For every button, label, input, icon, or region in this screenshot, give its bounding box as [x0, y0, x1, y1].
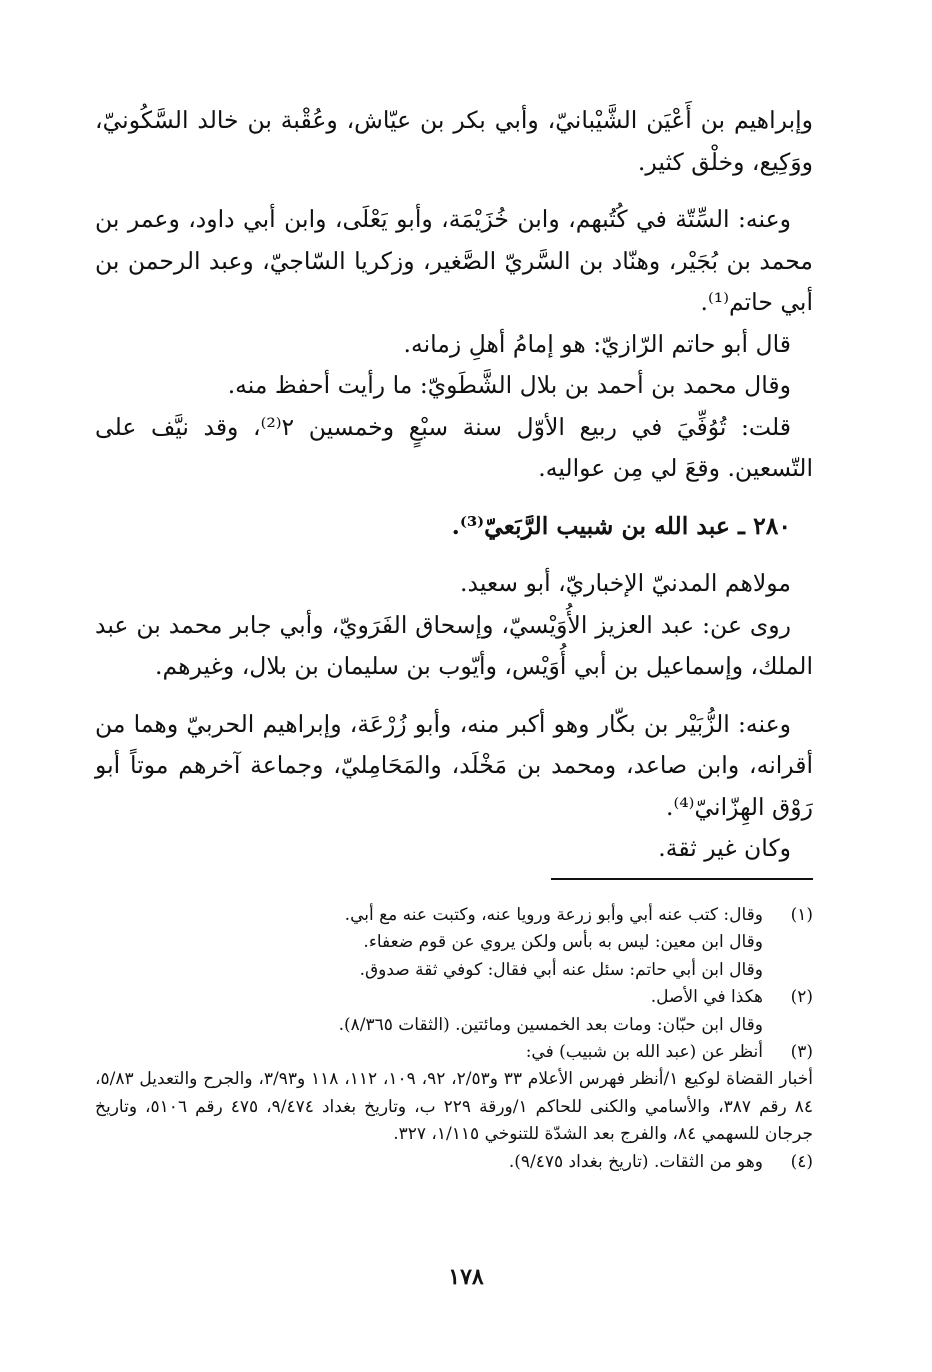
- paragraph-8: وعنه: الزُّبَيْر بن بكّار وهو أكبر منه، وأبو زُرْعَة، وإبراهيم الحربيّ وهما من أقرانه، وابن صاعد، ومحمد بن مَخْلَد، والمَحَامِليّ، وجماعة آخرهم موتاً أبو رَوْق الهِزّانيّ⁽⁴⁾.: [95, 709, 813, 821]
- footnote-line: وقال ابن معين: ليس به بأس ولكن يروي عن قوم ضعفاء.: [363, 932, 763, 953]
- paragraph-4: وقال محمد بن أحمد بن بلال الشَّطَويّ: ما رأيت أحفظ منه.: [227, 371, 791, 399]
- footnote-line: وهو من الثقات. (تاريخ بغداد ٩/٤٧٥).: [508, 1151, 763, 1172]
- paragraph-5: قلت: تُوُفِّيَ في ربيع الأوّل سنة سبْعٍ وخمسين ٢⁽²⁾، وقد نيَّف على التّسعين. وقعَ لي مِن عواليه.: [95, 412, 813, 482]
- footnote-number: (١): [790, 905, 813, 925]
- main-text: [95, 100, 813, 870]
- footnote-line: وقال ابن أبي حاتم: سئل عنه أبي فقال: كوفي ثقة صدوق.: [359, 959, 763, 980]
- page-number: ١٧٨: [448, 1264, 484, 1290]
- footnotes: [95, 902, 813, 1176]
- footnote-2: [95, 984, 813, 1039]
- paragraph-6: مولاهم المدنيّ الإخباريّ، أبو سعيد.: [460, 569, 791, 597]
- footnote-body: [95, 984, 763, 1039]
- footnote-body: [95, 1149, 763, 1176]
- footnote-4: [95, 1149, 813, 1176]
- entry-title: ٢٨٠ ـ عبد الله بن شبيب الرَّبَعيّ⁽³⁾.: [451, 511, 791, 540]
- footnote-number: (٢): [790, 987, 813, 1008]
- footnote-number: (٣): [790, 1042, 813, 1063]
- footnote-line: وقال ابن حبّان: ومات بعد الخمسين ومائتين. (الثقات ٨/٣٦٥).: [338, 1014, 763, 1035]
- footnote-line: هكذا في الأصل.: [650, 987, 763, 1008]
- footnote-body: [95, 1039, 763, 1066]
- footnote-1: [95, 902, 813, 984]
- paragraph-1: وإبراهيم بن أَعْيَن الشَّيْبانيّ، وأبي بكر بن عيّاش، وعُقْبة بن خالد السَّكُونيّ، ووَكِيع، وخلْق كثير.: [95, 106, 813, 176]
- footnote-line: وقال: كتب عنه أبي وأبو زرعة ورويا عنه، وكتبت عنه مع أبي.: [344, 905, 763, 925]
- footnote-body: [95, 902, 763, 984]
- footnote-number: (٤): [790, 1151, 813, 1172]
- footnote-separator: [551, 878, 813, 880]
- paragraph-3: قال أبو حاتم الرّازيّ: هو إمامُ أهلِ زمانه.: [403, 329, 791, 358]
- footnote-3: [95, 1039, 813, 1066]
- paragraph-7: روى عن: عبد العزيز الأُوَيْسيّ، وإسحاق الفَرَويّ، وأبي جابر محمد بن عبد الملك، وإسماعيل بن أبي أُوَيْس، وأيّوب بن سليمان بن بلال، وغيرهم.: [95, 610, 813, 680]
- footnote-line: أنظر عن (عبد الله بن شبيب) في:: [525, 1042, 763, 1063]
- footnote-3-continuation: أخبار القضاة لوكيع ١/أنظر فهرس الأعلام ٣٣ و٢/٥٣، ٩٢، ١٠٩، ١١٢، ١١٨ و٣/٩٣، والجرح والتعديل ٥/٨٣، ٨٤ رقم ٣٨٧، والأسامي والكنى للحاكم ١/ورقة ٢٢٩ ب، وتاريخ بغداد ٩/٤٧٤، ٤٧٥ رقم ٥١٠٦، وتاريخ جرجان للسهمي ٨٤، والفرج بعد الشدّة للتنوخي ١/١١٥، ٣٢٧.: [95, 1069, 814, 1145]
- paragraph-2: وعنه: السِّتّة في كُتُبهم، وابن خُزَيْمَة، وأبو يَعْلَى، وابن أبي داود، وعمر بن محمد بن بُجَيْر، وهنّاد بن السَّريّ الصَّغير، وزكريا السّاجيّ، وعبد الرحمن بن أبي حاتم⁽¹⁾.: [95, 205, 813, 316]
- paragraph-9: وكان غير ثقة.: [658, 834, 791, 862]
